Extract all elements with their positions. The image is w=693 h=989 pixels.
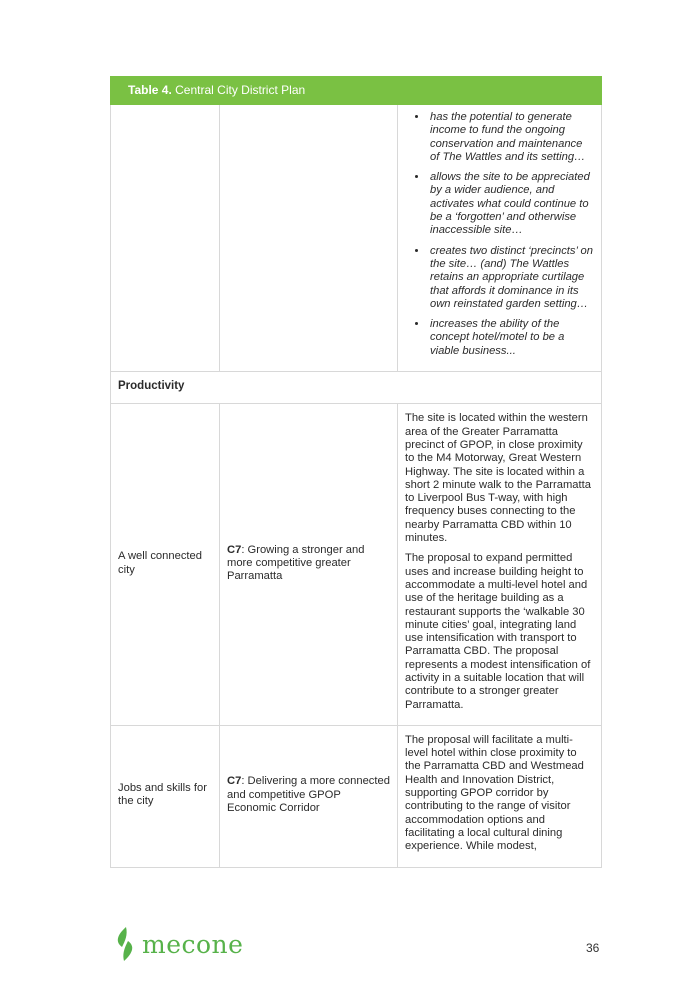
central-city-district-plan-table: [110, 76, 602, 868]
empty-objective-cell: [111, 105, 220, 372]
table-row-continued: [111, 105, 602, 372]
priority-text: : Growing a stronger and more competitive greater Parramatta: [227, 543, 365, 583]
leaf-icon: [112, 926, 138, 962]
table-row: [111, 404, 602, 726]
continued-response-cell: [398, 105, 602, 372]
priority-cell: [220, 404, 398, 726]
table-header-row: [111, 77, 602, 105]
bullet-item: • has the potential to generate income to fund the ongoing conservation and maintenance of The Wattles and its setting…: [428, 111, 594, 164]
response-paragraph: The site is located within the western area of the Greater Parramatta precinct of GPOP, in close proximity to the M4 Motorway, Great Western Highway. The site is located within a short 2 minute walk to the Parramatta to Liverpool Bus T-way, with high frequency buses connecting to the nearby Parramatta CBD within 10 minutes.: [405, 412, 591, 545]
table-caption-title: Central City District Plan: [171, 82, 306, 97]
bullet-item: • allows the site to be appreciated by a wider audience, and activates what could continue to be a ‘forgotten’ and otherwise inaccessible site…: [428, 171, 594, 237]
response-cell: [398, 725, 602, 867]
response-cell: [398, 404, 602, 726]
bullet-item: • creates two distinct ‘precincts’ on the site… (and) The Wattles retains an appropriate curtilage that affords it dominance in its own reinstated garden setting…: [428, 245, 594, 311]
page-number: 36: [586, 941, 600, 955]
logo-wordmark: mecone: [142, 929, 244, 959]
priority-code: C7: [227, 775, 242, 788]
table-caption-label: Table 4.: [128, 82, 172, 97]
response-paragraph: The proposal will facilitate a multi-level hotel within close proximity to the Parramatta CBD and Westmead Health and Innovation District, supporting GPOP corridor by contributing to the range of visitor accommodation options and facilitating a local cultural dining experience. While modest,: [405, 733, 584, 853]
section-row-productivity: [111, 372, 602, 404]
response-paragraph: The proposal to expand permitted uses and increase building height to accommodate a multi-level hotel and use of the heritage building as a restaurant supports the ‘walkable 30 minute cities’ goal, integrating land use intensification with transport to Parramatta CBD. The proposal represents a modest intensification of activity in a suitable location that will contribute to a stronger greater Parramatta.: [405, 552, 591, 711]
objective-cell: Jobs and skills for the city: [111, 725, 220, 867]
continued-bullet-list: [405, 111, 594, 358]
table-row: [111, 725, 602, 867]
bullet-item: • increases the ability of the concept hotel/motel to be a viable business...: [428, 318, 594, 358]
priority-cell: [220, 725, 398, 867]
priority-code: C7: [227, 543, 242, 556]
empty-priority-cell: [220, 105, 398, 372]
table-caption: [111, 77, 602, 105]
section-title: Productivity: [111, 372, 602, 404]
mecone-logo: [112, 926, 243, 962]
priority-text: : Delivering a more connected and competitive GPOP Economic Corridor: [227, 775, 390, 814]
objective-cell: A well connected city: [111, 404, 220, 726]
